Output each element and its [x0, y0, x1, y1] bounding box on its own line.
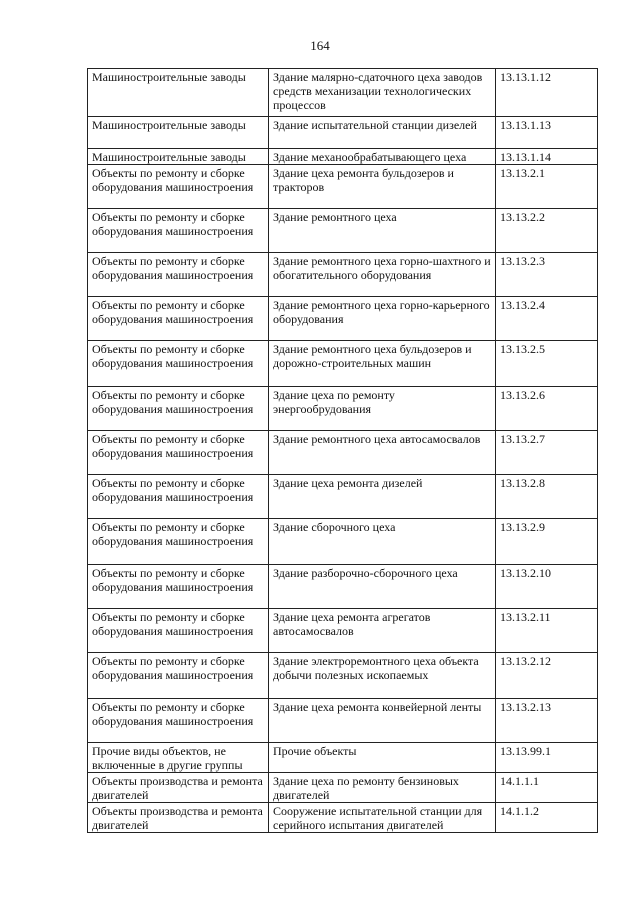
code-cell: 13.13.2.1	[496, 165, 598, 209]
object-type-cell: Машиностроительные заводы	[88, 117, 269, 149]
building-name-cell: Здание цеха по ремонту бензиновых двигателей	[269, 773, 496, 803]
object-type-cell: Объекты по ремонту и сборке оборудования машиностроения	[88, 699, 269, 743]
object-type-cell: Объекты по ремонту и сборке оборудования машиностроения	[88, 609, 269, 653]
building-name-cell: Здание электроремонтного цеха объекта добычи полезных ископаемых	[269, 653, 496, 699]
table-row	[88, 743, 598, 773]
building-name-cell: Здание цеха по ремонту энергообрудования	[269, 387, 496, 431]
building-name-cell: Здание ремонтного цеха	[269, 209, 496, 253]
object-type-cell: Объекты по ремонту и сборке оборудования машиностроения	[88, 519, 269, 565]
code-cell: 13.13.2.6	[496, 387, 598, 431]
table-row	[88, 165, 598, 209]
code-cell: 13.13.1.14	[496, 149, 598, 165]
table-row	[88, 341, 598, 387]
object-type-cell: Прочие виды объектов, не включенные в другие группы	[88, 743, 269, 773]
table-row	[88, 803, 598, 833]
building-name-cell: Здание ремонтного цеха горно-шахтного и обогатительного оборудования	[269, 253, 496, 297]
code-cell: 13.13.2.13	[496, 699, 598, 743]
building-name-cell: Здание ремонтного цеха бульдозеров и дорожно-строительных машин	[269, 341, 496, 387]
object-type-cell: Объекты по ремонту и сборке оборудования машиностроения	[88, 653, 269, 699]
object-type-cell: Объекты по ремонту и сборке оборудования машиностроения	[88, 341, 269, 387]
table-body	[88, 69, 598, 833]
code-cell: 13.13.1.12	[496, 69, 598, 117]
building-name-cell: Здание ремонтного цеха горно-карьерного оборудования	[269, 297, 496, 341]
object-type-cell: Объекты по ремонту и сборке оборудования машиностроения	[88, 165, 269, 209]
building-name-cell: Здание механообрабатывающего цеха	[269, 149, 496, 165]
code-cell: 13.13.99.1	[496, 743, 598, 773]
building-name-cell: Здание цеха ремонта дизелей	[269, 475, 496, 519]
code-cell: 13.13.2.10	[496, 565, 598, 609]
code-cell: 13.13.2.4	[496, 297, 598, 341]
code-cell: 14.1.1.2	[496, 803, 598, 833]
object-type-cell: Машиностроительные заводы	[88, 69, 269, 117]
object-type-cell: Объекты производства и ремонта двигателей	[88, 803, 269, 833]
building-name-cell: Здание ремонтного цеха автосамосвалов	[269, 431, 496, 475]
object-type-cell: Объекты по ремонту и сборке оборудования машиностроения	[88, 209, 269, 253]
page-number: 164	[310, 38, 330, 53]
code-cell: 13.13.2.8	[496, 475, 598, 519]
table-row	[88, 653, 598, 699]
table-row	[88, 519, 598, 565]
code-cell: 14.1.1.1	[496, 773, 598, 803]
building-name-cell: Здание цеха ремонта агрегатов автосамосвалов	[269, 609, 496, 653]
building-name-cell: Здание сборочного цеха	[269, 519, 496, 565]
building-name-cell: Здание цеха ремонта конвейерной ленты	[269, 699, 496, 743]
table-row	[88, 69, 598, 117]
table-row	[88, 387, 598, 431]
table-row	[88, 149, 598, 165]
object-type-cell: Объекты по ремонту и сборке оборудования машиностроения	[88, 297, 269, 341]
table-row	[88, 773, 598, 803]
classification-table	[87, 68, 598, 833]
building-name-cell: Здание испытательной станции дизелей	[269, 117, 496, 149]
table-row	[88, 209, 598, 253]
code-cell: 13.13.2.7	[496, 431, 598, 475]
table-row	[88, 253, 598, 297]
object-type-cell: Объекты производства и ремонта двигателей	[88, 773, 269, 803]
building-name-cell: Прочие объекты	[269, 743, 496, 773]
table-row	[88, 565, 598, 609]
table-row	[88, 609, 598, 653]
object-type-cell: Объекты по ремонту и сборке оборудования машиностроения	[88, 565, 269, 609]
object-type-cell: Объекты по ремонту и сборке оборудования машиностроения	[88, 475, 269, 519]
building-name-cell: Здание разборочно-сборочного цеха	[269, 565, 496, 609]
table-row	[88, 297, 598, 341]
code-cell: 13.13.2.2	[496, 209, 598, 253]
object-type-cell: Объекты по ремонту и сборке оборудования машиностроения	[88, 431, 269, 475]
code-cell: 13.13.2.12	[496, 653, 598, 699]
object-type-cell: Машиностроительные заводы	[88, 149, 269, 165]
table-row	[88, 699, 598, 743]
code-cell: 13.13.2.9	[496, 519, 598, 565]
building-name-cell: Здание малярно-сдаточного цеха заводов средств механизации технологических процессов	[269, 69, 496, 117]
code-cell: 13.13.2.3	[496, 253, 598, 297]
table-row	[88, 431, 598, 475]
object-type-cell: Объекты по ремонту и сборке оборудования машиностроения	[88, 253, 269, 297]
code-cell: 13.13.1.13	[496, 117, 598, 149]
object-type-cell: Объекты по ремонту и сборке оборудования машиностроения	[88, 387, 269, 431]
code-cell: 13.13.2.11	[496, 609, 598, 653]
building-name-cell: Здание цеха ремонта бульдозеров и тракторов	[269, 165, 496, 209]
code-cell: 13.13.2.5	[496, 341, 598, 387]
table-row	[88, 475, 598, 519]
table-row	[88, 117, 598, 149]
building-name-cell: Сооружение испытательной станции для серийного испытания двигателей	[269, 803, 496, 833]
